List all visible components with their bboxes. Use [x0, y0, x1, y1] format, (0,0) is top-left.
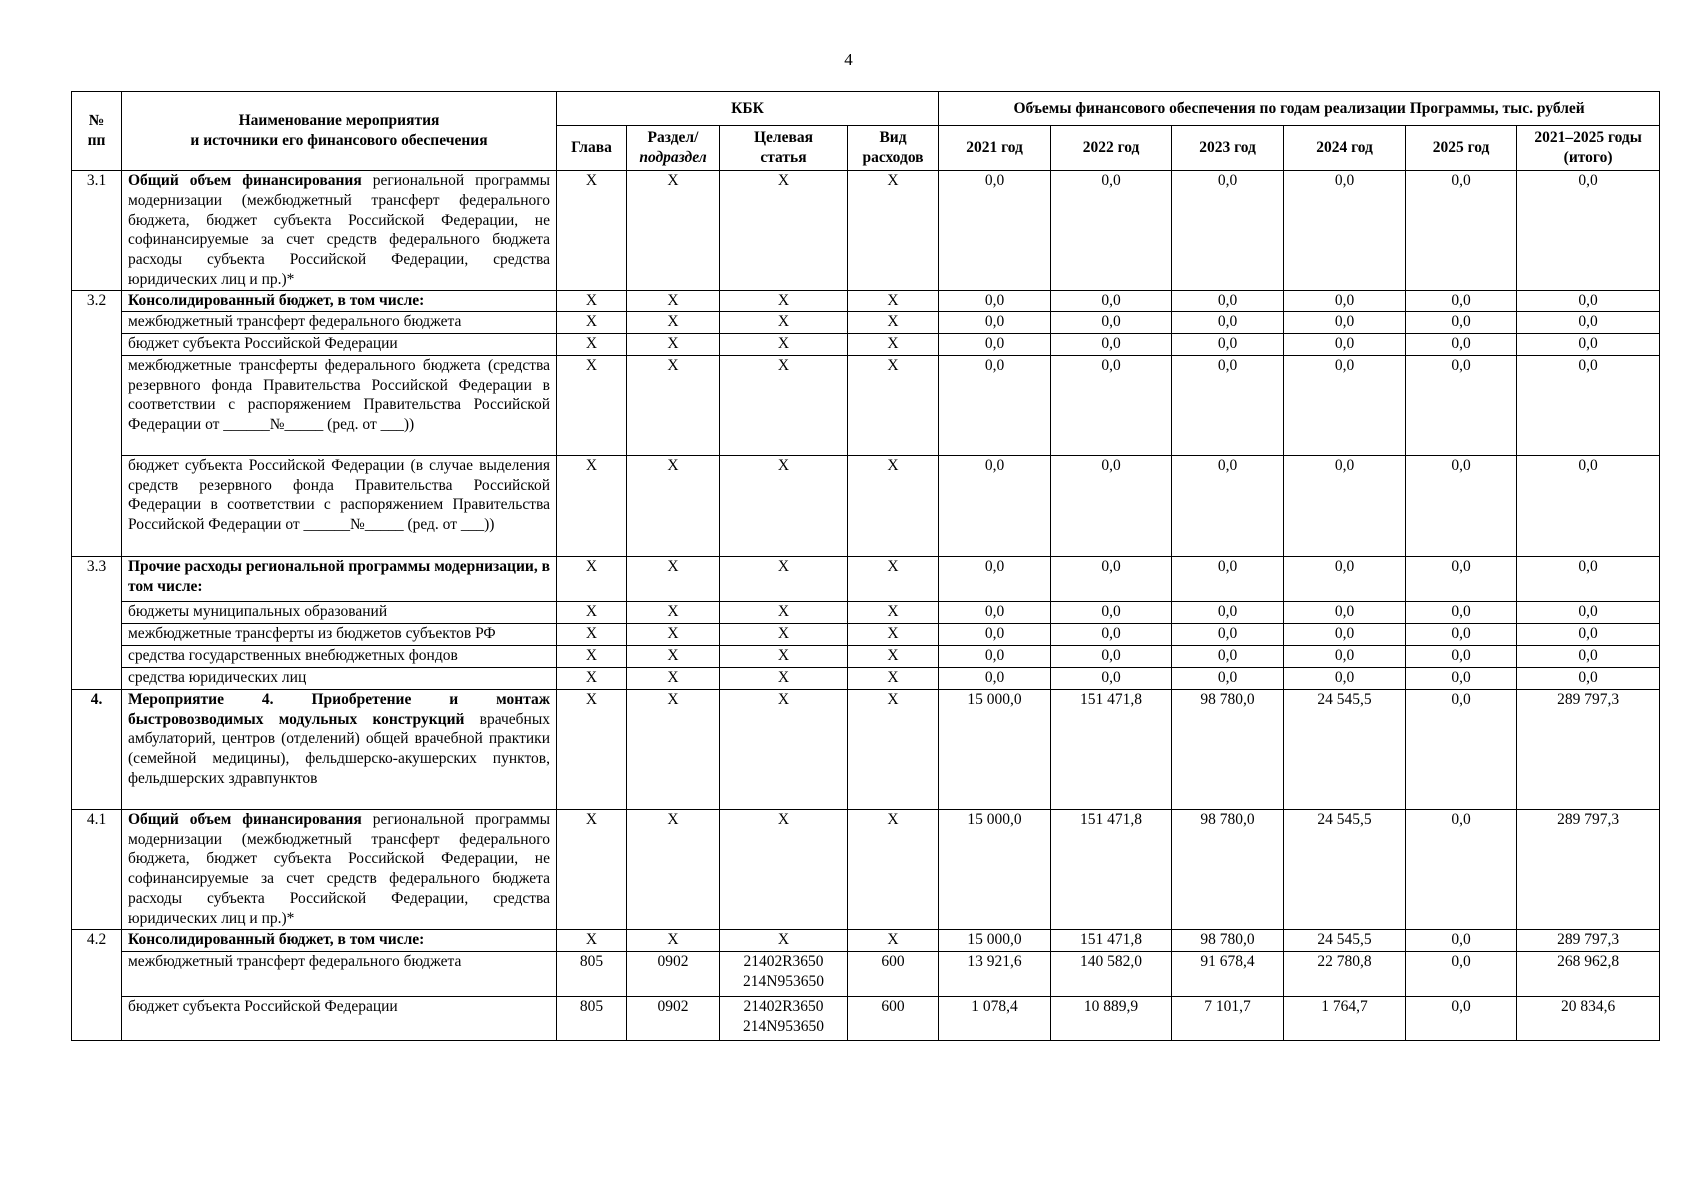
cell-total: 0,0	[1517, 667, 1660, 689]
cell-celevaya: X	[720, 809, 848, 929]
cell-2021: 15 000,0	[939, 929, 1051, 951]
cell-2022: 0,0	[1051, 645, 1172, 667]
cell-2024: 1 764,7	[1284, 996, 1406, 1040]
cell-celevaya: X	[720, 333, 848, 355]
cell-celevaya: X	[720, 455, 848, 556]
cell-glava: X	[557, 333, 627, 355]
row-name: Консолидированный бюджет, в том числе:	[122, 929, 557, 951]
header-celevaya: Целевая статья	[720, 126, 848, 171]
cell-vid: X	[848, 929, 939, 951]
row-number: 4.1	[72, 809, 122, 929]
table-row	[72, 333, 1660, 355]
cell-razdel: X	[627, 171, 720, 291]
cell-2021: 0,0	[939, 601, 1051, 623]
cell-total: 0,0	[1517, 455, 1660, 556]
row-number: 4.	[72, 689, 122, 809]
row-name	[122, 809, 557, 929]
cell-vid: X	[848, 667, 939, 689]
row-name: межбюджетные трансферты из бюджетов субъектов РФ	[122, 623, 557, 645]
cell-razdel: X	[627, 290, 720, 311]
cell-2021: 0,0	[939, 171, 1051, 291]
cell-2025: 0,0	[1406, 311, 1517, 333]
cell-2023: 0,0	[1172, 290, 1284, 311]
cell-2024: 0,0	[1284, 355, 1406, 455]
cell-vid: X	[848, 689, 939, 809]
cell-2022: 0,0	[1051, 623, 1172, 645]
cell-2023: 98 780,0	[1172, 929, 1284, 951]
cell-razdel: 0902	[627, 951, 720, 996]
cell-vid: X	[848, 601, 939, 623]
table-row	[72, 996, 1660, 1040]
cell-2025: 0,0	[1406, 689, 1517, 809]
cell-2024: 0,0	[1284, 556, 1406, 601]
cell-2025: 0,0	[1406, 996, 1517, 1040]
row-name-rest: врачебных амбулаторий, центров (отделений) общей врачебной практики (семейной медицины), фельдшерско-акушерских пунктов, фельдшерских здравпунктов	[128, 710, 550, 787]
table-row	[72, 809, 1660, 929]
cell-2023: 7 101,7	[1172, 996, 1284, 1040]
cell-2025: 0,0	[1406, 667, 1517, 689]
cell-2023: 91 678,4	[1172, 951, 1284, 996]
cell-2021: 0,0	[939, 623, 1051, 645]
cell-glava: X	[557, 645, 627, 667]
table-row	[72, 645, 1660, 667]
cell-razdel: X	[627, 333, 720, 355]
row-name: средства юридических лиц	[122, 667, 557, 689]
cell-razdel: X	[627, 623, 720, 645]
table-row	[72, 290, 1660, 311]
table-row	[72, 171, 1660, 291]
cell-2021: 13 921,6	[939, 951, 1051, 996]
cell-vid: X	[848, 355, 939, 455]
table-row	[72, 355, 1660, 455]
cell-2025: 0,0	[1406, 623, 1517, 645]
cell-2021: 0,0	[939, 645, 1051, 667]
cell-2021: 15 000,0	[939, 809, 1051, 929]
cell-total: 0,0	[1517, 645, 1660, 667]
cell-2021: 0,0	[939, 290, 1051, 311]
cell-glava: X	[557, 290, 627, 311]
cell-razdel: X	[627, 645, 720, 667]
cell-glava: X	[557, 455, 627, 556]
cell-total: 0,0	[1517, 601, 1660, 623]
cell-glava: X	[557, 556, 627, 601]
table-row	[72, 601, 1660, 623]
header-2025: 2025 год	[1406, 126, 1517, 171]
cell-celevaya: X	[720, 689, 848, 809]
cell-2024: 0,0	[1284, 667, 1406, 689]
cell-celevaya: X	[720, 171, 848, 291]
cell-2024: 0,0	[1284, 601, 1406, 623]
cell-2022: 0,0	[1051, 455, 1172, 556]
cell-total: 20 834,6	[1517, 996, 1660, 1040]
header-total: 2021–2025 годы (итого)	[1517, 126, 1660, 171]
cell-razdel: X	[627, 311, 720, 333]
table-body	[72, 171, 1660, 1041]
cell-2024: 0,0	[1284, 623, 1406, 645]
cell-celevaya: X	[720, 556, 848, 601]
row-number: 4.2	[72, 929, 122, 1040]
row-name-bold: Мероприятие 4. Приобретение и монтаж быстровозводимых модульных конструкций	[128, 690, 550, 728]
cell-2024: 0,0	[1284, 645, 1406, 667]
header-razdel	[627, 126, 720, 171]
cell-2022: 0,0	[1051, 311, 1172, 333]
cell-razdel: X	[627, 809, 720, 929]
cell-2022: 0,0	[1051, 333, 1172, 355]
cell-celevaya: X	[720, 929, 848, 951]
cell-2023: 0,0	[1172, 171, 1284, 291]
cell-vid: X	[848, 623, 939, 645]
cell-2024: 0,0	[1284, 311, 1406, 333]
cell-2021: 1 078,4	[939, 996, 1051, 1040]
row-name-bold: Общий объем финансирования	[128, 810, 362, 828]
cell-2023: 0,0	[1172, 623, 1284, 645]
cell-2023: 0,0	[1172, 311, 1284, 333]
header-2023: 2023 год	[1172, 126, 1284, 171]
cell-vid: 600	[848, 951, 939, 996]
cell-celevaya: X	[720, 601, 848, 623]
row-name: средства государственных внебюджетных фондов	[122, 645, 557, 667]
cell-2023: 0,0	[1172, 333, 1284, 355]
cell-total: 289 797,3	[1517, 689, 1660, 809]
row-name: межбюджетный трансферт федерального бюджета	[122, 311, 557, 333]
row-name: бюджет субъекта Российской Федерации (в случае выделения средств резервного фонда Правительства Российской Федерации в соответствии с распоряжением Правительства Российской Федерации от ______№_____ (ред. от ___))	[122, 455, 557, 556]
cell-glava: X	[557, 809, 627, 929]
cell-2025: 0,0	[1406, 645, 1517, 667]
header-volumes: Объемы финансового обеспечения по годам реализации Программы, тыс. рублей	[939, 92, 1660, 126]
cell-vid: X	[848, 290, 939, 311]
cell-total: 0,0	[1517, 623, 1660, 645]
row-name	[122, 171, 557, 291]
header-2024: 2024 год	[1284, 126, 1406, 171]
header-podrazdel-label: подраздел	[639, 149, 707, 166]
table-row	[72, 667, 1660, 689]
cell-total: 289 797,3	[1517, 929, 1660, 951]
table-row	[72, 929, 1660, 951]
cell-glava: X	[557, 929, 627, 951]
cell-2022: 10 889,9	[1051, 996, 1172, 1040]
cell-vid: X	[848, 333, 939, 355]
cell-2025: 0,0	[1406, 556, 1517, 601]
cell-vid: X	[848, 455, 939, 556]
row-name: межбюджетные трансферты федерального бюджета (средства резервного фонда Правительства Российской Федерации в соответствии с распоряжением Правительства Российской Федерации от ______№_____ (ред. от ___))	[122, 355, 557, 455]
cell-2023: 0,0	[1172, 645, 1284, 667]
cell-glava: X	[557, 355, 627, 455]
cell-2023: 98 780,0	[1172, 689, 1284, 809]
cell-razdel: X	[627, 929, 720, 951]
cell-razdel: X	[627, 556, 720, 601]
cell-total: 289 797,3	[1517, 809, 1660, 929]
cell-2024: 0,0	[1284, 455, 1406, 556]
cell-2022: 140 582,0	[1051, 951, 1172, 996]
cell-2024: 24 545,5	[1284, 689, 1406, 809]
cell-celevaya: 21402R3650 214N953650	[720, 996, 848, 1040]
cell-celevaya: 21402R3650 214N953650	[720, 951, 848, 996]
header-num: № пп	[72, 92, 122, 171]
cell-2024: 0,0	[1284, 290, 1406, 311]
row-name: бюджет субъекта Российской Федерации	[122, 333, 557, 355]
cell-2024: 24 545,5	[1284, 929, 1406, 951]
table-row	[72, 951, 1660, 996]
cell-total: 0,0	[1517, 355, 1660, 455]
cell-total: 0,0	[1517, 333, 1660, 355]
cell-glava: 805	[557, 951, 627, 996]
row-name-rest: региональной программы модернизации (межбюджетный трансферт федерального бюджета, бюджет субъекта Российской Федерации, не софинансируемые за счет средств федерального бюджета расходы субъекта Российской Федерации, средства юридических лиц и пр.)*	[128, 810, 550, 927]
cell-2025: 0,0	[1406, 290, 1517, 311]
cell-razdel: X	[627, 455, 720, 556]
cell-2025: 0,0	[1406, 601, 1517, 623]
row-number: 3.1	[72, 171, 122, 291]
cell-2021: 15 000,0	[939, 689, 1051, 809]
row-name: Прочие расходы региональной программы модернизации, в том числе:	[122, 556, 557, 601]
row-name: бюджеты муниципальных образований	[122, 601, 557, 623]
cell-razdel: 0902	[627, 996, 720, 1040]
cell-glava: X	[557, 311, 627, 333]
cell-2025: 0,0	[1406, 455, 1517, 556]
cell-razdel: X	[627, 601, 720, 623]
table-row	[72, 311, 1660, 333]
cell-2021: 0,0	[939, 667, 1051, 689]
cell-2025: 0,0	[1406, 929, 1517, 951]
cell-glava: X	[557, 689, 627, 809]
cell-2025: 0,0	[1406, 951, 1517, 996]
page-number: 4	[844, 50, 853, 69]
cell-2025: 0,0	[1406, 355, 1517, 455]
cell-vid: X	[848, 809, 939, 929]
table-row	[72, 455, 1660, 556]
cell-2025: 0,0	[1406, 333, 1517, 355]
cell-razdel: X	[627, 689, 720, 809]
row-number: 3.3	[72, 556, 122, 689]
cell-celevaya: X	[720, 667, 848, 689]
header-2021: 2021 год	[939, 126, 1051, 171]
cell-glava: X	[557, 623, 627, 645]
table-header	[72, 92, 1660, 171]
cell-2022: 0,0	[1051, 556, 1172, 601]
cell-2022: 0,0	[1051, 355, 1172, 455]
cell-2023: 0,0	[1172, 556, 1284, 601]
cell-2021: 0,0	[939, 556, 1051, 601]
header-razdel-label: Раздел/	[647, 129, 699, 147]
cell-total: 0,0	[1517, 171, 1660, 291]
cell-glava: X	[557, 171, 627, 291]
cell-2021: 0,0	[939, 333, 1051, 355]
cell-razdel: X	[627, 355, 720, 455]
cell-glava: 805	[557, 996, 627, 1040]
row-name-rest: региональной программы модернизации (межбюджетный трансферт федерального бюджета, бюджет субъекта Российской Федерации, не софинансируемые за счет средств федерального бюджета расходы субъекта Российской Федерации, средства юридических лиц и пр.)*	[128, 172, 550, 288]
cell-celevaya: X	[720, 311, 848, 333]
cell-celevaya: X	[720, 623, 848, 645]
row-name: межбюджетный трансферт федерального бюджета	[122, 951, 557, 996]
cell-2023: 0,0	[1172, 355, 1284, 455]
cell-celevaya: X	[720, 290, 848, 311]
row-name: бюджет субъекта Российской Федерации	[122, 996, 557, 1040]
financing-table	[71, 91, 1660, 1041]
cell-2021: 0,0	[939, 455, 1051, 556]
cell-total: 0,0	[1517, 290, 1660, 311]
cell-2024: 0,0	[1284, 333, 1406, 355]
cell-2023: 98 780,0	[1172, 809, 1284, 929]
cell-2024: 24 545,5	[1284, 809, 1406, 929]
row-name	[122, 689, 557, 809]
table-row	[72, 689, 1660, 809]
cell-total: 0,0	[1517, 556, 1660, 601]
cell-2023: 0,0	[1172, 455, 1284, 556]
table-row	[72, 556, 1660, 601]
cell-2022: 0,0	[1051, 171, 1172, 291]
row-name-bold: Общий объем финансирования	[128, 172, 362, 189]
row-number: 3.2	[72, 290, 122, 556]
row-name: Консолидированный бюджет, в том числе:	[122, 290, 557, 311]
cell-vid: X	[848, 311, 939, 333]
header-vid: Вид расходов	[848, 126, 939, 171]
cell-2024: 0,0	[1284, 171, 1406, 291]
cell-celevaya: X	[720, 645, 848, 667]
cell-2021: 0,0	[939, 311, 1051, 333]
cell-2022: 0,0	[1051, 601, 1172, 623]
cell-2025: 0,0	[1406, 171, 1517, 291]
cell-2023: 0,0	[1172, 667, 1284, 689]
cell-vid: X	[848, 645, 939, 667]
cell-2022: 151 471,8	[1051, 689, 1172, 809]
cell-2021: 0,0	[939, 355, 1051, 455]
cell-glava: X	[557, 667, 627, 689]
cell-total: 0,0	[1517, 311, 1660, 333]
cell-2022: 151 471,8	[1051, 929, 1172, 951]
cell-2022: 151 471,8	[1051, 809, 1172, 929]
header-kbk: КБК	[557, 92, 939, 126]
header-glava: Глава	[557, 126, 627, 171]
cell-2024: 22 780,8	[1284, 951, 1406, 996]
cell-2023: 0,0	[1172, 601, 1284, 623]
cell-razdel: X	[627, 667, 720, 689]
cell-2022: 0,0	[1051, 290, 1172, 311]
cell-celevaya: X	[720, 355, 848, 455]
cell-2025: 0,0	[1406, 809, 1517, 929]
header-name: Наименование мероприятия и источники его финансового обеспечения	[122, 92, 557, 171]
cell-vid: 600	[848, 996, 939, 1040]
cell-glava: X	[557, 601, 627, 623]
header-2022: 2022 год	[1051, 126, 1172, 171]
table-row	[72, 623, 1660, 645]
cell-2022: 0,0	[1051, 667, 1172, 689]
cell-vid: X	[848, 171, 939, 291]
cell-total: 268 962,8	[1517, 951, 1660, 996]
cell-vid: X	[848, 556, 939, 601]
